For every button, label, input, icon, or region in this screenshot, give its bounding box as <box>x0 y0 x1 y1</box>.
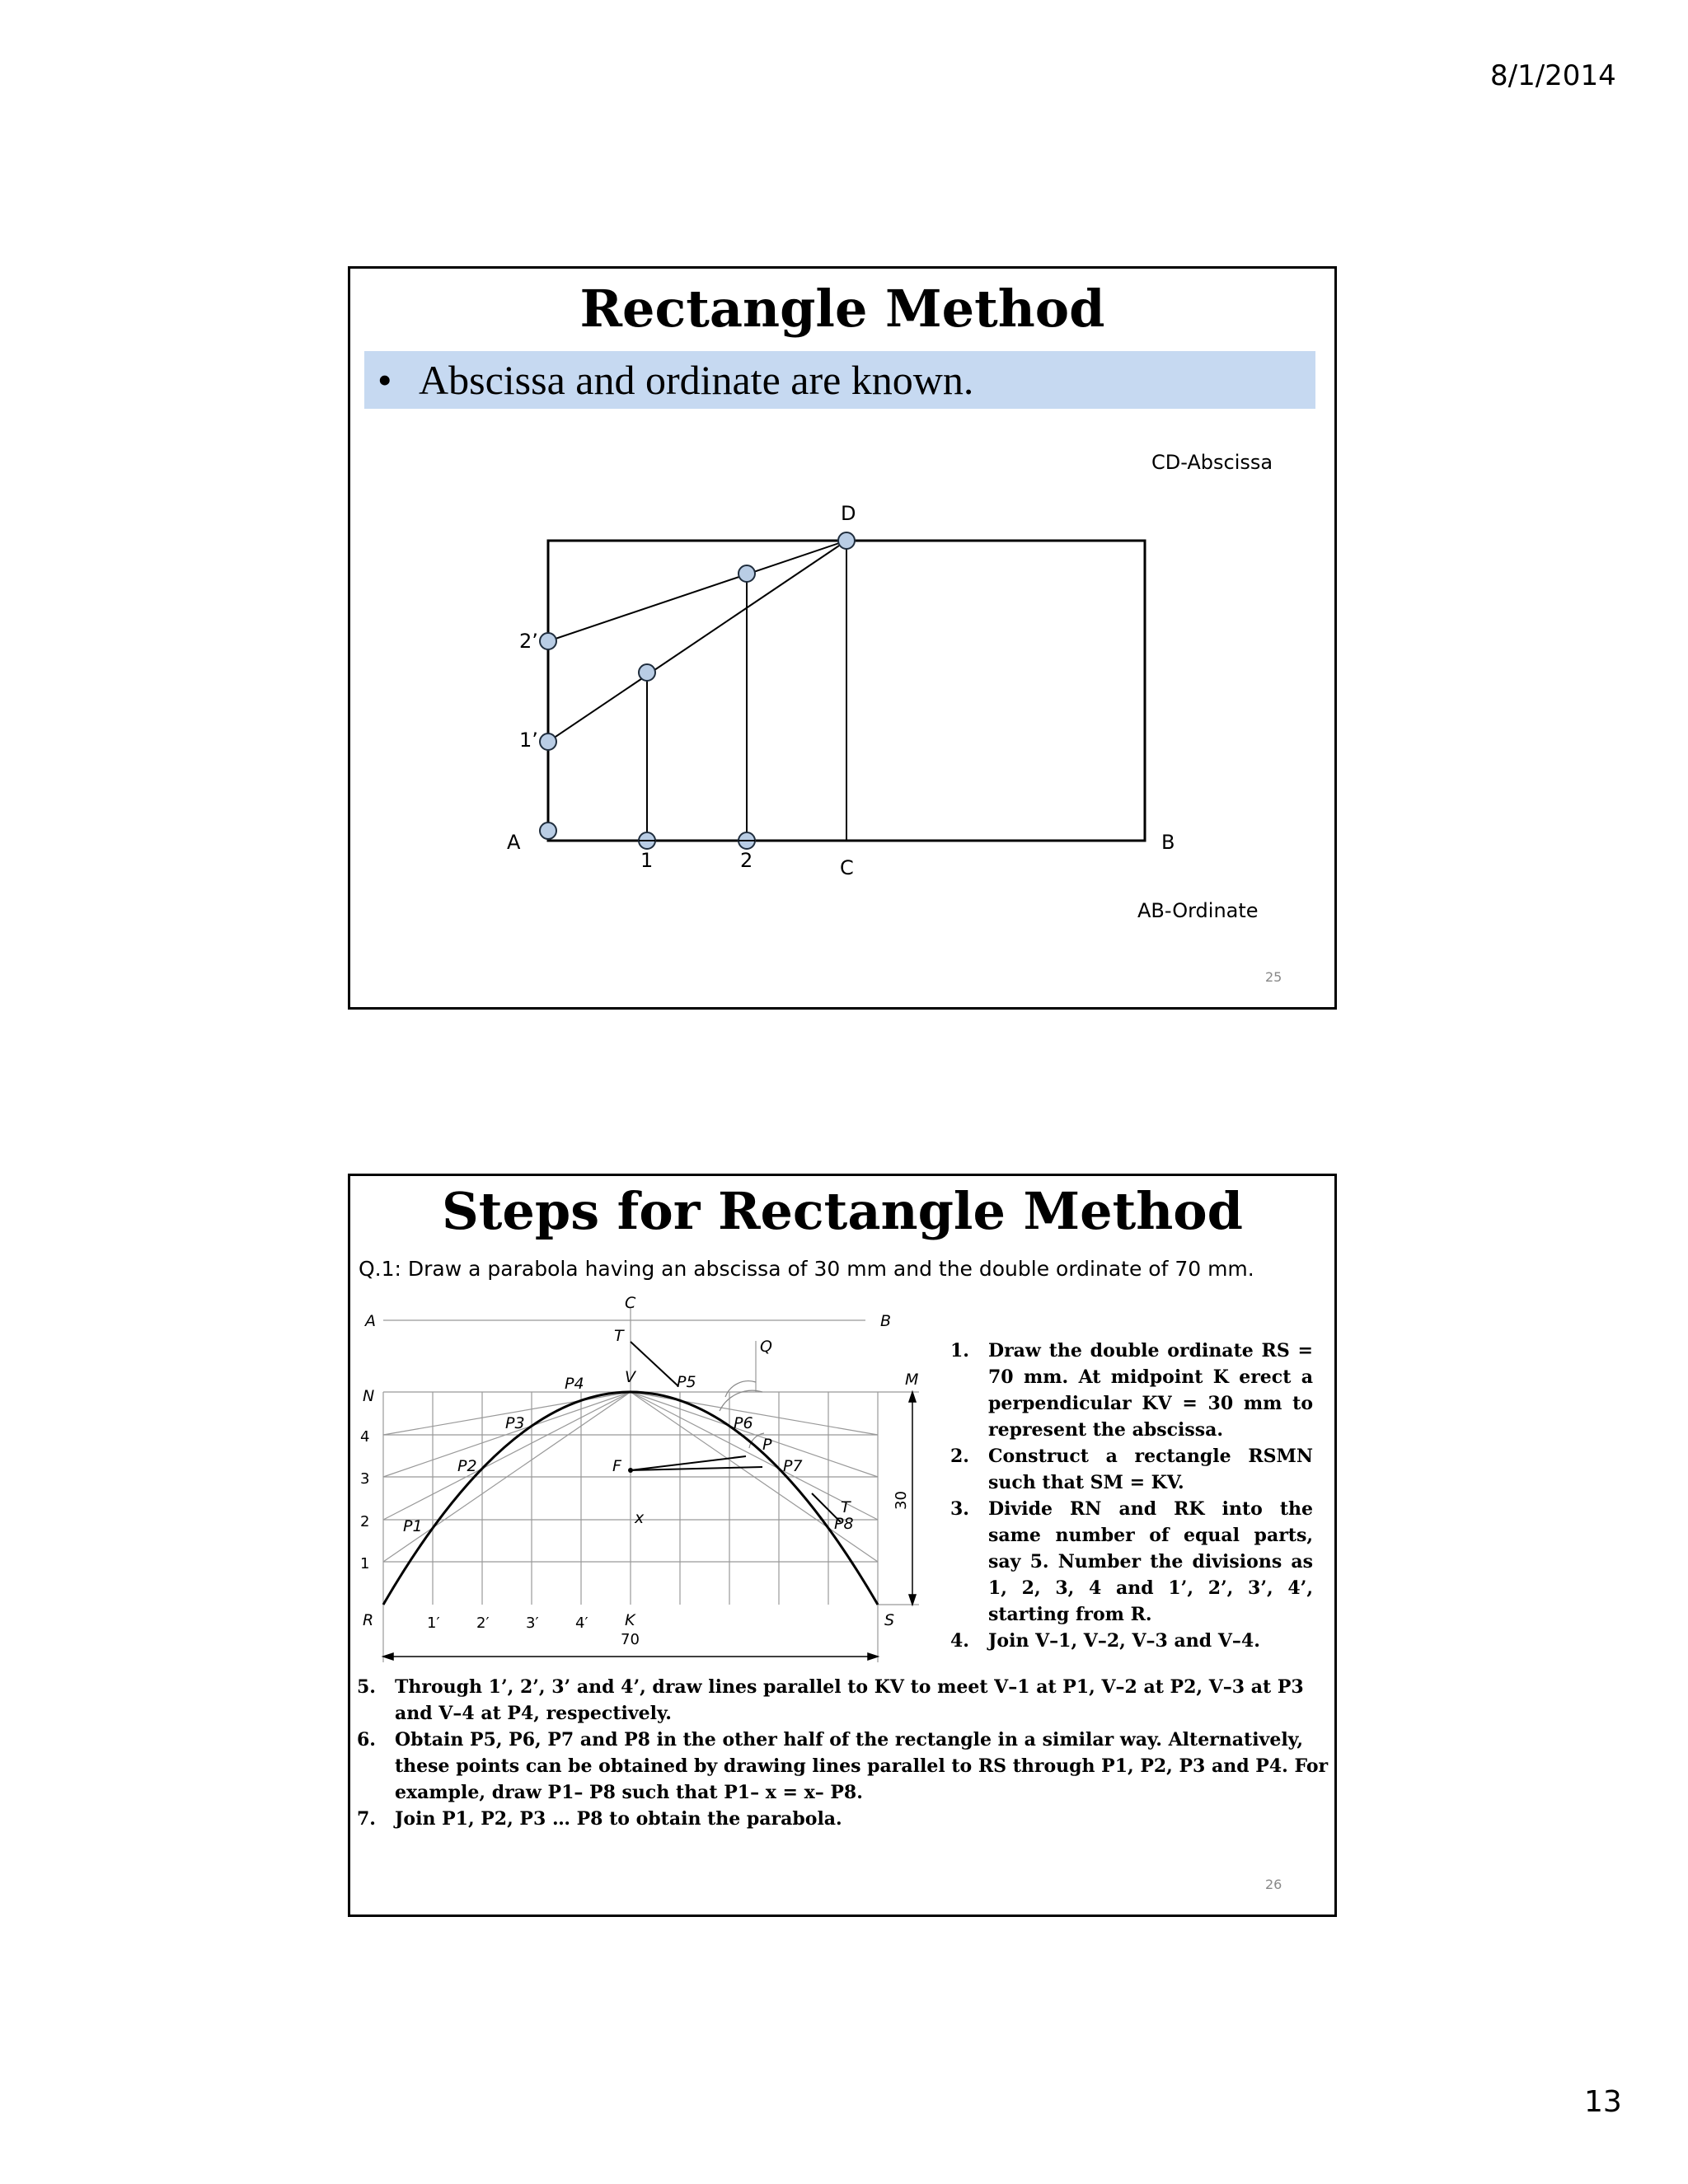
label-div-4prime: 4′ <box>575 1615 588 1632</box>
label-c: C <box>840 856 854 879</box>
parabola-construction-diagram <box>350 1176 944 1671</box>
label-div-2prime: 2′ <box>476 1615 490 1632</box>
label-p1: P1 <box>403 1517 423 1535</box>
question-text: Q.1: Draw a parabola having an abscissa of 30 mm and the double ordinate of 70 mm. <box>359 1257 1254 1281</box>
rectangle-method-diagram <box>350 269 1334 1007</box>
page-number: 13 <box>1584 2085 1622 2119</box>
step-item: 2. Construct a rectangle RSMN such that SM = KV. <box>950 1446 1313 1493</box>
label-div-3: 3 <box>360 1470 370 1488</box>
point-a-marker <box>540 823 556 839</box>
point-d-marker <box>838 532 855 549</box>
label-dim-30: 30 <box>893 1491 910 1510</box>
label-dim-70: 70 <box>621 1631 640 1648</box>
line-d-1prime <box>548 541 846 742</box>
label-ab-ordinate: AB-Ordinate <box>1137 899 1259 922</box>
label-x: x <box>635 1509 645 1527</box>
step-item: 5. Through 1’, 2’, 3’ and 4’, draw lines parallel to KV to meet V–1 at P1, V–2 at P2, V–3 at P3 and V–4 at P4, respectively. <box>357 1676 1304 1724</box>
label-p: P <box>762 1436 772 1454</box>
label-div-2: 2 <box>360 1513 370 1530</box>
label-div-4: 4 <box>360 1428 370 1446</box>
label-d: D <box>841 502 856 525</box>
steps-list-right <box>950 1338 1313 1654</box>
tangent-line <box>631 1342 678 1386</box>
label-1: 1 <box>640 849 654 872</box>
label-1prime: 1’ <box>519 729 538 752</box>
slide-steps-rectangle-method <box>348 1174 1337 1917</box>
point-2prime-marker <box>540 633 556 649</box>
label-b: B <box>1161 831 1175 854</box>
label-f: F <box>612 1457 621 1475</box>
slide-title: Rectangle Method <box>579 279 1105 339</box>
page-date: 8/1/2014 <box>1490 59 1616 92</box>
label-k: K <box>625 1611 635 1629</box>
label-v: V <box>625 1368 635 1386</box>
point-1prime-marker <box>540 733 556 750</box>
label-c: C <box>625 1294 636 1312</box>
label-p5: P5 <box>677 1373 696 1391</box>
label-p6: P6 <box>734 1414 753 1432</box>
label-2prime: 2’ <box>519 630 538 653</box>
label-q: Q <box>760 1338 772 1356</box>
label-s: S <box>884 1611 895 1629</box>
label-2: 2 <box>740 849 753 872</box>
label-div-1prime: 1′ <box>427 1615 440 1632</box>
step-item: 7. Join P1, P2, P3 … P8 to obtain the parabola. <box>357 1808 842 1830</box>
slide-number: 25 <box>1265 969 1282 985</box>
label-r: R <box>363 1611 374 1629</box>
label-p4: P4 <box>565 1375 584 1393</box>
label-div-1: 1 <box>360 1555 370 1572</box>
label-n: N <box>363 1387 375 1405</box>
label-t: T <box>614 1327 624 1345</box>
label-t2: T <box>841 1498 851 1516</box>
point-marker <box>738 565 755 582</box>
slide-title: Steps for Rectangle Method <box>441 1181 1244 1241</box>
bullet-icon: • <box>377 357 392 403</box>
bullet-text: Abscissa and ordinate are known. <box>419 357 974 403</box>
step-item: 4. Join V–1, V–2, V–3 and V–4. <box>950 1630 1260 1652</box>
label-m: M <box>905 1371 919 1389</box>
step-item: 1. Draw the double ordinate RS = 70 mm. At midpoint K erect a perpendicular KV = 30 mm to represent the abscissa. <box>950 1340 1313 1441</box>
slide-rectangle-method <box>348 266 1337 1010</box>
slide-number: 26 <box>1265 1877 1282 1892</box>
label-a: A <box>507 831 521 854</box>
label-div-3prime: 3′ <box>526 1615 539 1632</box>
step-item: 6. Obtain P5, P6, P7 and P8 in the other half of the rectangle in a similar way. Alternatively, these points can be obtained by drawing lines parallel to RS through P1, P2, P3 and P4. For example, draw P1– P8 such that P1– x = x– P8. <box>357 1729 1329 1803</box>
step-item: 3. Divide RN and RK into the same number of equal parts, say 5. Number the divisions as 1, 2, 3, 4 and 1’, 2’, 3’, 4’, starting from R. <box>950 1498 1313 1625</box>
steps-list-bottom <box>357 1674 1329 1832</box>
label-p8: P8 <box>834 1515 854 1533</box>
line-d-2prime <box>548 541 846 641</box>
label-a: A <box>365 1312 376 1330</box>
point-marker <box>639 664 655 681</box>
label-b: B <box>880 1312 892 1330</box>
label-p2: P2 <box>457 1457 477 1475</box>
label-p7: P7 <box>783 1457 803 1475</box>
label-p3: P3 <box>505 1414 525 1432</box>
label-cd-abscissa: CD-Abscissa <box>1151 451 1273 474</box>
